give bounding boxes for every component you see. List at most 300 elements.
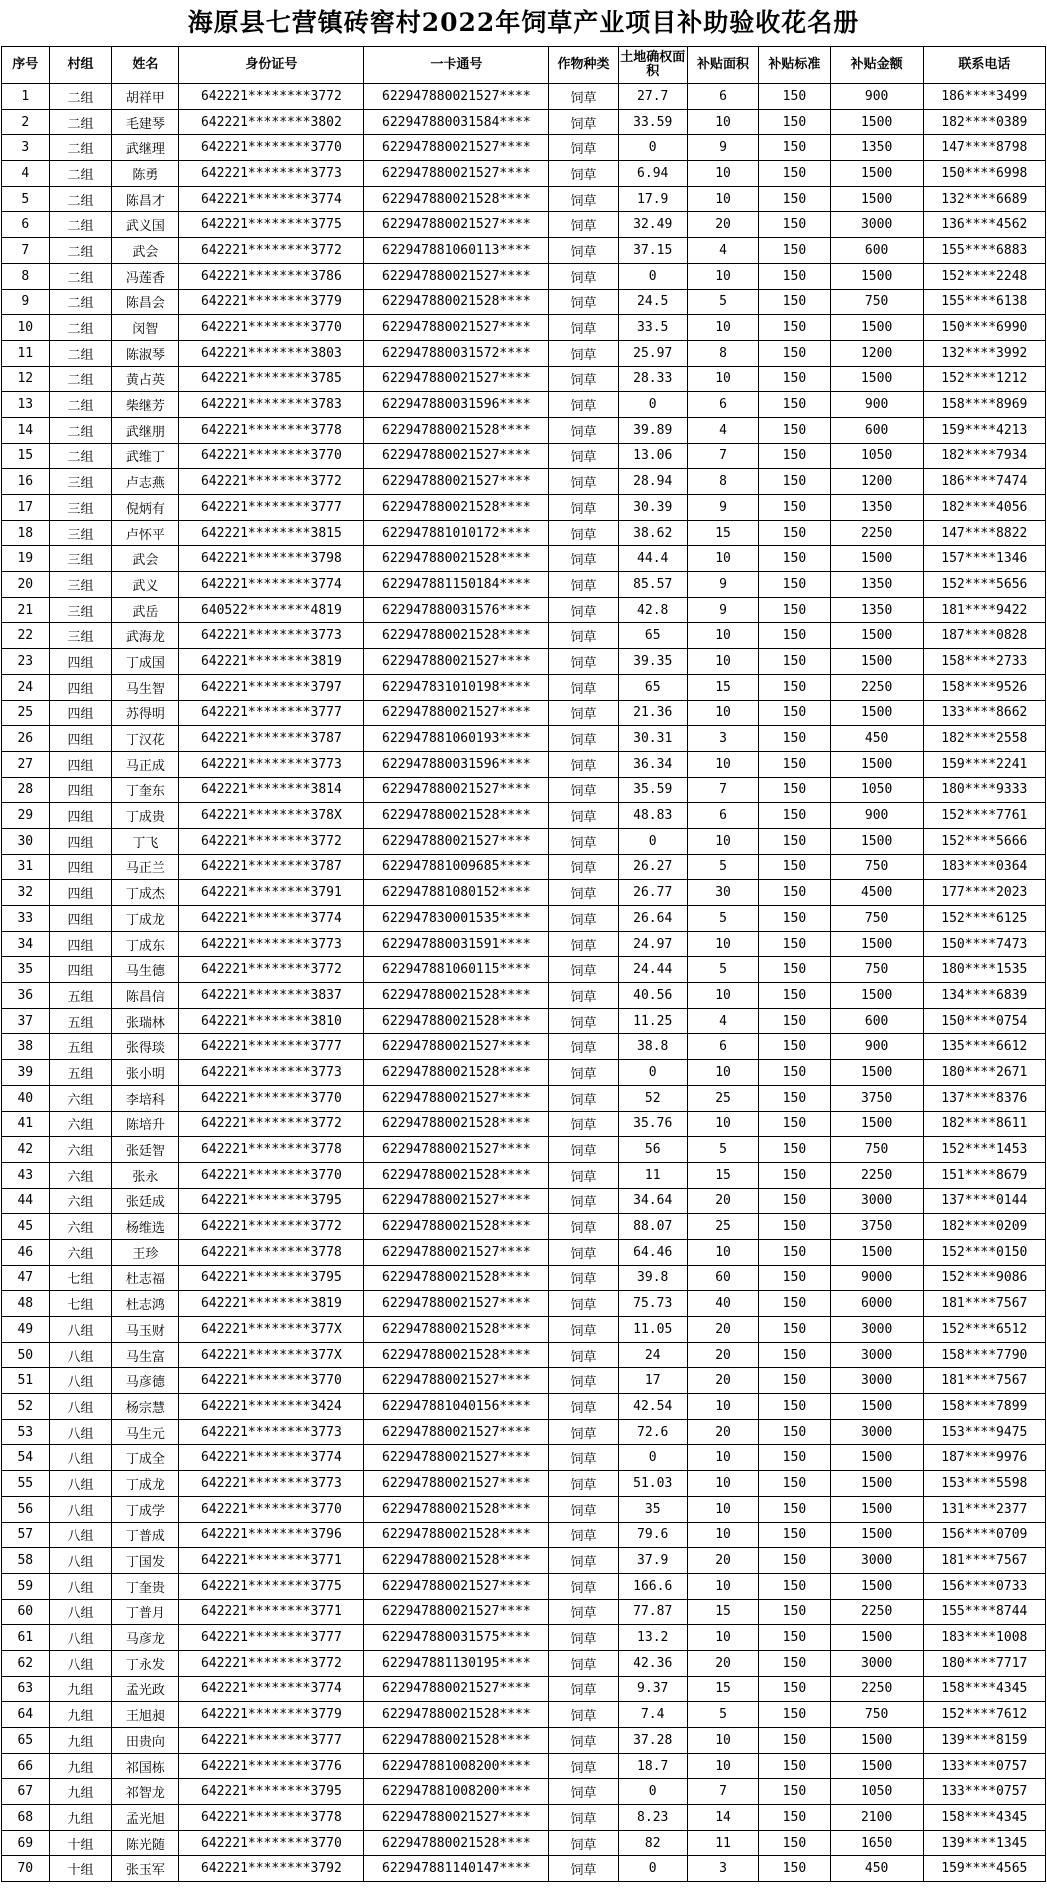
cell-index: 31 [2, 854, 50, 880]
cell-amount: 750 [830, 1702, 923, 1728]
cell-amount: 600 [830, 238, 923, 264]
table-row [2, 880, 1046, 906]
cell-id-number: 642221********3770 [179, 1085, 364, 1111]
cell-land-area: 17.9 [618, 186, 687, 212]
cell-name: 孟光旭 [112, 1805, 179, 1831]
cell-group: 四组 [49, 751, 112, 777]
cell-id-number: 642221********3787 [179, 726, 364, 752]
cell-index: 32 [2, 880, 50, 906]
cell-subsidy-area: 20 [687, 212, 758, 238]
cell-name: 马生德 [112, 957, 179, 983]
cell-crop: 饲草 [549, 880, 618, 906]
cell-card-number: 622947880021528**** [364, 417, 549, 443]
cell-id-number: 642221********3772 [179, 238, 364, 264]
cell-crop: 饲草 [549, 186, 618, 212]
cell-crop: 饲草 [549, 1728, 618, 1754]
cell-name: 李培科 [112, 1085, 179, 1111]
cell-standard: 150 [759, 1008, 830, 1034]
cell-name: 祁国栋 [112, 1753, 179, 1779]
cell-standard: 150 [759, 469, 830, 495]
cell-group: 三组 [49, 520, 112, 546]
cell-land-area: 35.76 [618, 1111, 687, 1137]
cell-standard: 150 [759, 263, 830, 289]
cell-standard: 150 [759, 777, 830, 803]
cell-crop: 饲草 [549, 957, 618, 983]
cell-phone: 147****8798 [923, 135, 1045, 161]
cell-subsidy-area: 10 [687, 1394, 758, 1420]
table-row [2, 957, 1046, 983]
cell-id-number: 642221********377X [179, 1342, 364, 1368]
cell-name: 丁成杰 [112, 880, 179, 906]
cell-phone: 135****6612 [923, 1034, 1045, 1060]
cell-id-number: 642221********3775 [179, 212, 364, 238]
cell-crop: 饲草 [549, 1650, 618, 1676]
cell-subsidy-area: 5 [687, 854, 758, 880]
cell-id-number: 642221********378X [179, 803, 364, 829]
cell-card-number: 622947880021527**** [364, 1188, 549, 1214]
cell-phone: 186****3499 [923, 84, 1045, 110]
cell-crop: 饲草 [549, 1239, 618, 1265]
cell-crop: 饲草 [549, 1291, 618, 1317]
cell-card-number: 622947831010198**** [364, 674, 549, 700]
cell-standard: 150 [759, 1214, 830, 1240]
cell-name: 马玉财 [112, 1317, 179, 1343]
cell-crop: 饲草 [549, 1214, 618, 1240]
cell-name: 武岳 [112, 597, 179, 623]
cell-amount: 1500 [830, 315, 923, 341]
cell-id-number: 642221********3772 [179, 1650, 364, 1676]
cell-subsidy-area: 30 [687, 880, 758, 906]
cell-id-number: 642221********3770 [179, 1368, 364, 1394]
cell-subsidy-area: 10 [687, 366, 758, 392]
cell-crop: 饲草 [549, 854, 618, 880]
cell-land-area: 8.23 [618, 1805, 687, 1831]
cell-name: 张得琰 [112, 1034, 179, 1060]
cell-name: 王旭昶 [112, 1702, 179, 1728]
header-row [2, 47, 1046, 84]
cell-card-number: 622947880021528**** [364, 1522, 549, 1548]
table-row [2, 1676, 1046, 1702]
cell-amount: 2250 [830, 1676, 923, 1702]
cell-amount: 1500 [830, 1625, 923, 1651]
cell-name: 马正兰 [112, 854, 179, 880]
header-cell-subsidy-area: 补贴面积 [687, 47, 758, 84]
cell-id-number: 642221********3770 [179, 1162, 364, 1188]
cell-subsidy-area: 6 [687, 1034, 758, 1060]
cell-name: 丁成龙 [112, 1471, 179, 1497]
cell-land-area: 11 [618, 1162, 687, 1188]
cell-id-number: 642221********3778 [179, 1137, 364, 1163]
table-row [2, 1419, 1046, 1445]
cell-standard: 150 [759, 674, 830, 700]
cell-crop: 饲草 [549, 315, 618, 341]
cell-crop: 饲草 [549, 520, 618, 546]
cell-amount: 1500 [830, 983, 923, 1009]
cell-index: 58 [2, 1548, 50, 1574]
cell-amount: 4500 [830, 880, 923, 906]
cell-standard: 150 [759, 340, 830, 366]
cell-id-number: 642221********3777 [179, 1728, 364, 1754]
cell-subsidy-area: 10 [687, 623, 758, 649]
table-row [2, 1137, 1046, 1163]
cell-crop: 饲草 [549, 1419, 618, 1445]
cell-phone: 180****2671 [923, 1060, 1045, 1086]
cell-phone: 180****9333 [923, 777, 1045, 803]
cell-group: 四组 [49, 906, 112, 932]
cell-id-number: 642221********3773 [179, 751, 364, 777]
cell-standard: 150 [759, 597, 830, 623]
cell-amount: 1500 [830, 1471, 923, 1497]
table-row [2, 674, 1046, 700]
cell-card-number: 622947880021527**** [364, 777, 549, 803]
cell-land-area: 30.31 [618, 726, 687, 752]
cell-standard: 150 [759, 495, 830, 521]
table-row [2, 1008, 1046, 1034]
cell-group: 二组 [49, 84, 112, 110]
cell-index: 12 [2, 366, 50, 392]
cell-amount: 3000 [830, 1317, 923, 1343]
cell-standard: 150 [759, 1034, 830, 1060]
cell-phone: 187****9976 [923, 1445, 1045, 1471]
cell-group: 四组 [49, 803, 112, 829]
cell-name: 田贵向 [112, 1728, 179, 1754]
cell-amount: 1350 [830, 135, 923, 161]
cell-card-number: 622947880021528**** [364, 546, 549, 572]
cell-land-area: 51.03 [618, 1471, 687, 1497]
cell-name: 胡祥甲 [112, 84, 179, 110]
cell-amount: 1350 [830, 572, 923, 598]
cell-index: 68 [2, 1805, 50, 1831]
cell-land-area: 25.97 [618, 340, 687, 366]
cell-group: 三组 [49, 597, 112, 623]
cell-name: 祁智龙 [112, 1779, 179, 1805]
cell-card-number: 622947880031575**** [364, 1625, 549, 1651]
cell-crop: 饲草 [549, 546, 618, 572]
cell-id-number: 642221********3815 [179, 520, 364, 546]
cell-index: 29 [2, 803, 50, 829]
cell-group: 四组 [49, 957, 112, 983]
cell-id-number: 642221********3777 [179, 495, 364, 521]
cell-card-number: 622947880031572**** [364, 340, 549, 366]
cell-subsidy-area: 5 [687, 289, 758, 315]
cell-phone: 157****1346 [923, 546, 1045, 572]
cell-standard: 150 [759, 931, 830, 957]
cell-phone: 182****0209 [923, 1214, 1045, 1240]
cell-card-number: 622947880021527**** [364, 212, 549, 238]
cell-crop: 饲草 [549, 623, 618, 649]
cell-land-area: 37.9 [618, 1548, 687, 1574]
cell-group: 六组 [49, 1162, 112, 1188]
cell-subsidy-area: 14 [687, 1805, 758, 1831]
cell-id-number: 642221********3787 [179, 854, 364, 880]
cell-group: 九组 [49, 1753, 112, 1779]
cell-name: 张永 [112, 1162, 179, 1188]
table-row [2, 1548, 1046, 1574]
cell-card-number: 622947880021527**** [364, 1085, 549, 1111]
cell-amount: 1500 [830, 546, 923, 572]
cell-crop: 饲草 [549, 1188, 618, 1214]
cell-id-number: 642221********3770 [179, 1830, 364, 1856]
table-row [2, 315, 1046, 341]
table-row [2, 931, 1046, 957]
cell-phone: 182****0389 [923, 109, 1045, 135]
cell-card-number: 622947880021528**** [364, 1317, 549, 1343]
cell-land-area: 79.6 [618, 1522, 687, 1548]
cell-index: 37 [2, 1008, 50, 1034]
cell-crop: 饲草 [549, 212, 618, 238]
cell-name: 陈光随 [112, 1830, 179, 1856]
cell-id-number: 642221********3802 [179, 109, 364, 135]
cell-group: 三组 [49, 572, 112, 598]
cell-name: 杨维选 [112, 1214, 179, 1240]
cell-phone: 159****2241 [923, 751, 1045, 777]
cell-amount: 3000 [830, 1650, 923, 1676]
cell-land-area: 13.2 [618, 1625, 687, 1651]
cell-land-area: 0 [618, 1779, 687, 1805]
cell-phone: 147****8822 [923, 520, 1045, 546]
table-row [2, 263, 1046, 289]
cell-land-area: 37.28 [618, 1728, 687, 1754]
cell-crop: 饲草 [549, 1162, 618, 1188]
table-row [2, 417, 1046, 443]
cell-subsidy-area: 3 [687, 726, 758, 752]
cell-name: 闵智 [112, 315, 179, 341]
cell-land-area: 24.97 [618, 931, 687, 957]
cell-land-area: 11.05 [618, 1317, 687, 1343]
cell-card-number: 622947880021528**** [364, 1162, 549, 1188]
cell-crop: 饲草 [549, 417, 618, 443]
cell-group: 六组 [49, 1085, 112, 1111]
cell-card-number: 622947880021528**** [364, 289, 549, 315]
cell-phone: 133****0757 [923, 1753, 1045, 1779]
cell-id-number: 642221********3774 [179, 906, 364, 932]
cell-land-area: 0 [618, 1060, 687, 1086]
cell-group: 九组 [49, 1779, 112, 1805]
cell-id-number: 642221********3798 [179, 546, 364, 572]
table-row [2, 1368, 1046, 1394]
cell-crop: 饲草 [549, 1805, 618, 1831]
cell-subsidy-area: 20 [687, 1419, 758, 1445]
cell-crop: 饲草 [549, 1830, 618, 1856]
cell-group: 八组 [49, 1625, 112, 1651]
cell-subsidy-area: 10 [687, 649, 758, 675]
cell-id-number: 642221********3770 [179, 315, 364, 341]
cell-crop: 饲草 [549, 1496, 618, 1522]
cell-group: 二组 [49, 135, 112, 161]
cell-card-number: 622947880021528**** [364, 1702, 549, 1728]
cell-id-number: 642221********3772 [179, 1214, 364, 1240]
cell-name: 马正成 [112, 751, 179, 777]
cell-phone: 180****1535 [923, 957, 1045, 983]
cell-land-area: 7.4 [618, 1702, 687, 1728]
cell-phone: 183****1008 [923, 1625, 1045, 1651]
cell-id-number: 642221********3795 [179, 1188, 364, 1214]
cell-standard: 150 [759, 1830, 830, 1856]
cell-subsidy-area: 10 [687, 546, 758, 572]
cell-card-number: 622947880021528**** [364, 1830, 549, 1856]
cell-index: 11 [2, 340, 50, 366]
table-row [2, 1805, 1046, 1831]
cell-standard: 150 [759, 238, 830, 264]
cell-crop: 饲草 [549, 238, 618, 264]
table-row [2, 289, 1046, 315]
cell-group: 二组 [49, 340, 112, 366]
cell-index: 17 [2, 495, 50, 521]
cell-name: 丁成国 [112, 649, 179, 675]
cell-card-number: 622947880021527**** [364, 1137, 549, 1163]
cell-subsidy-area: 6 [687, 803, 758, 829]
cell-phone: 139****8159 [923, 1728, 1045, 1754]
cell-id-number: 642221********3776 [179, 1753, 364, 1779]
cell-subsidy-area: 20 [687, 1342, 758, 1368]
cell-standard: 150 [759, 1805, 830, 1831]
header-cell-id: 身份证号 [179, 47, 364, 84]
cell-amount: 2250 [830, 674, 923, 700]
cell-card-number: 622947880031591**** [364, 931, 549, 957]
cell-standard: 150 [759, 1265, 830, 1291]
cell-group: 二组 [49, 263, 112, 289]
cell-land-area: 18.7 [618, 1753, 687, 1779]
cell-crop: 饲草 [549, 1753, 618, 1779]
cell-group: 二组 [49, 109, 112, 135]
cell-standard: 150 [759, 84, 830, 110]
subsidy-table [1, 46, 1046, 1882]
cell-subsidy-area: 20 [687, 1548, 758, 1574]
cell-name: 丁普成 [112, 1522, 179, 1548]
cell-subsidy-area: 20 [687, 1650, 758, 1676]
cell-subsidy-area: 15 [687, 674, 758, 700]
cell-land-area: 35 [618, 1496, 687, 1522]
cell-card-number: 622947880021528**** [364, 1496, 549, 1522]
table-row [2, 906, 1046, 932]
cell-name: 陈昌信 [112, 983, 179, 1009]
cell-subsidy-area: 7 [687, 443, 758, 469]
cell-subsidy-area: 10 [687, 315, 758, 341]
cell-subsidy-area: 5 [687, 1702, 758, 1728]
cell-group: 八组 [49, 1599, 112, 1625]
cell-index: 42 [2, 1137, 50, 1163]
cell-crop: 饲草 [549, 1008, 618, 1034]
cell-card-number: 622947880021527**** [364, 1676, 549, 1702]
cell-phone: 181****7567 [923, 1548, 1045, 1574]
table-row [2, 84, 1046, 110]
cell-subsidy-area: 10 [687, 1471, 758, 1497]
cell-land-area: 0 [618, 263, 687, 289]
cell-standard: 150 [759, 186, 830, 212]
cell-card-number: 622947880021528**** [364, 1265, 549, 1291]
cell-card-number: 622947881140147**** [364, 1856, 549, 1882]
cell-id-number: 642221********3774 [179, 1676, 364, 1702]
table-row [2, 828, 1046, 854]
cell-standard: 150 [759, 1856, 830, 1882]
cell-subsidy-area: 6 [687, 84, 758, 110]
cell-amount: 1500 [830, 161, 923, 187]
cell-id-number: 640522********4819 [179, 597, 364, 623]
header-cell-crop: 作物种类 [549, 47, 618, 84]
cell-card-number: 622947880021527**** [364, 1419, 549, 1445]
cell-card-number: 622947880031584**** [364, 109, 549, 135]
table-row [2, 623, 1046, 649]
cell-group: 八组 [49, 1317, 112, 1343]
cell-name: 苏得明 [112, 700, 179, 726]
cell-index: 7 [2, 238, 50, 264]
table-row [2, 135, 1046, 161]
table-row [2, 649, 1046, 675]
cell-amount: 1200 [830, 469, 923, 495]
cell-index: 43 [2, 1162, 50, 1188]
cell-group: 八组 [49, 1573, 112, 1599]
cell-standard: 150 [759, 906, 830, 932]
cell-crop: 饲草 [549, 161, 618, 187]
cell-name: 黄占英 [112, 366, 179, 392]
cell-group: 九组 [49, 1676, 112, 1702]
cell-land-area: 26.64 [618, 906, 687, 932]
cell-name: 柴继芳 [112, 392, 179, 418]
cell-group: 五组 [49, 1060, 112, 1086]
cell-index: 62 [2, 1650, 50, 1676]
cell-phone: 156****0709 [923, 1522, 1045, 1548]
cell-standard: 150 [759, 1368, 830, 1394]
cell-card-number: 622947880021528**** [364, 1728, 549, 1754]
cell-subsidy-area: 10 [687, 1111, 758, 1137]
cell-subsidy-area: 7 [687, 777, 758, 803]
cell-name: 张小明 [112, 1060, 179, 1086]
cell-name: 卢怀平 [112, 520, 179, 546]
header-cell-land-area: 土地确权面积 [618, 47, 687, 84]
table-row [2, 1522, 1046, 1548]
cell-index: 35 [2, 957, 50, 983]
table-row [2, 726, 1046, 752]
cell-name: 丁成学 [112, 1496, 179, 1522]
cell-index: 41 [2, 1111, 50, 1137]
cell-group: 十组 [49, 1830, 112, 1856]
cell-group: 六组 [49, 1111, 112, 1137]
cell-standard: 150 [759, 1317, 830, 1343]
cell-id-number: 642221********3772 [179, 957, 364, 983]
cell-name: 武会 [112, 546, 179, 572]
cell-standard: 150 [759, 1779, 830, 1805]
cell-id-number: 642221********3814 [179, 777, 364, 803]
cell-index: 49 [2, 1317, 50, 1343]
cell-phone: 133****0757 [923, 1779, 1045, 1805]
table-row [2, 1265, 1046, 1291]
table-row [2, 1111, 1046, 1137]
cell-crop: 饲草 [549, 1548, 618, 1574]
cell-standard: 150 [759, 751, 830, 777]
cell-crop: 饲草 [549, 700, 618, 726]
cell-amount: 2250 [830, 1162, 923, 1188]
cell-crop: 饲草 [549, 392, 618, 418]
cell-land-area: 11.25 [618, 1008, 687, 1034]
cell-phone: 134****6839 [923, 983, 1045, 1009]
cell-amount: 1500 [830, 1239, 923, 1265]
cell-land-area: 17 [618, 1368, 687, 1394]
cell-crop: 饲草 [549, 777, 618, 803]
cell-land-area: 24.44 [618, 957, 687, 983]
cell-index: 30 [2, 828, 50, 854]
cell-land-area: 38.62 [618, 520, 687, 546]
cell-id-number: 642221********3783 [179, 392, 364, 418]
cell-subsidy-area: 11 [687, 1830, 758, 1856]
cell-card-number: 622947881009685**** [364, 854, 549, 880]
cell-id-number: 642221********3771 [179, 1599, 364, 1625]
cell-id-number: 642221********3770 [179, 135, 364, 161]
cell-name: 陈昌会 [112, 289, 179, 315]
cell-index: 57 [2, 1522, 50, 1548]
cell-group: 六组 [49, 1137, 112, 1163]
table-row [2, 1625, 1046, 1651]
cell-land-area: 44.4 [618, 546, 687, 572]
